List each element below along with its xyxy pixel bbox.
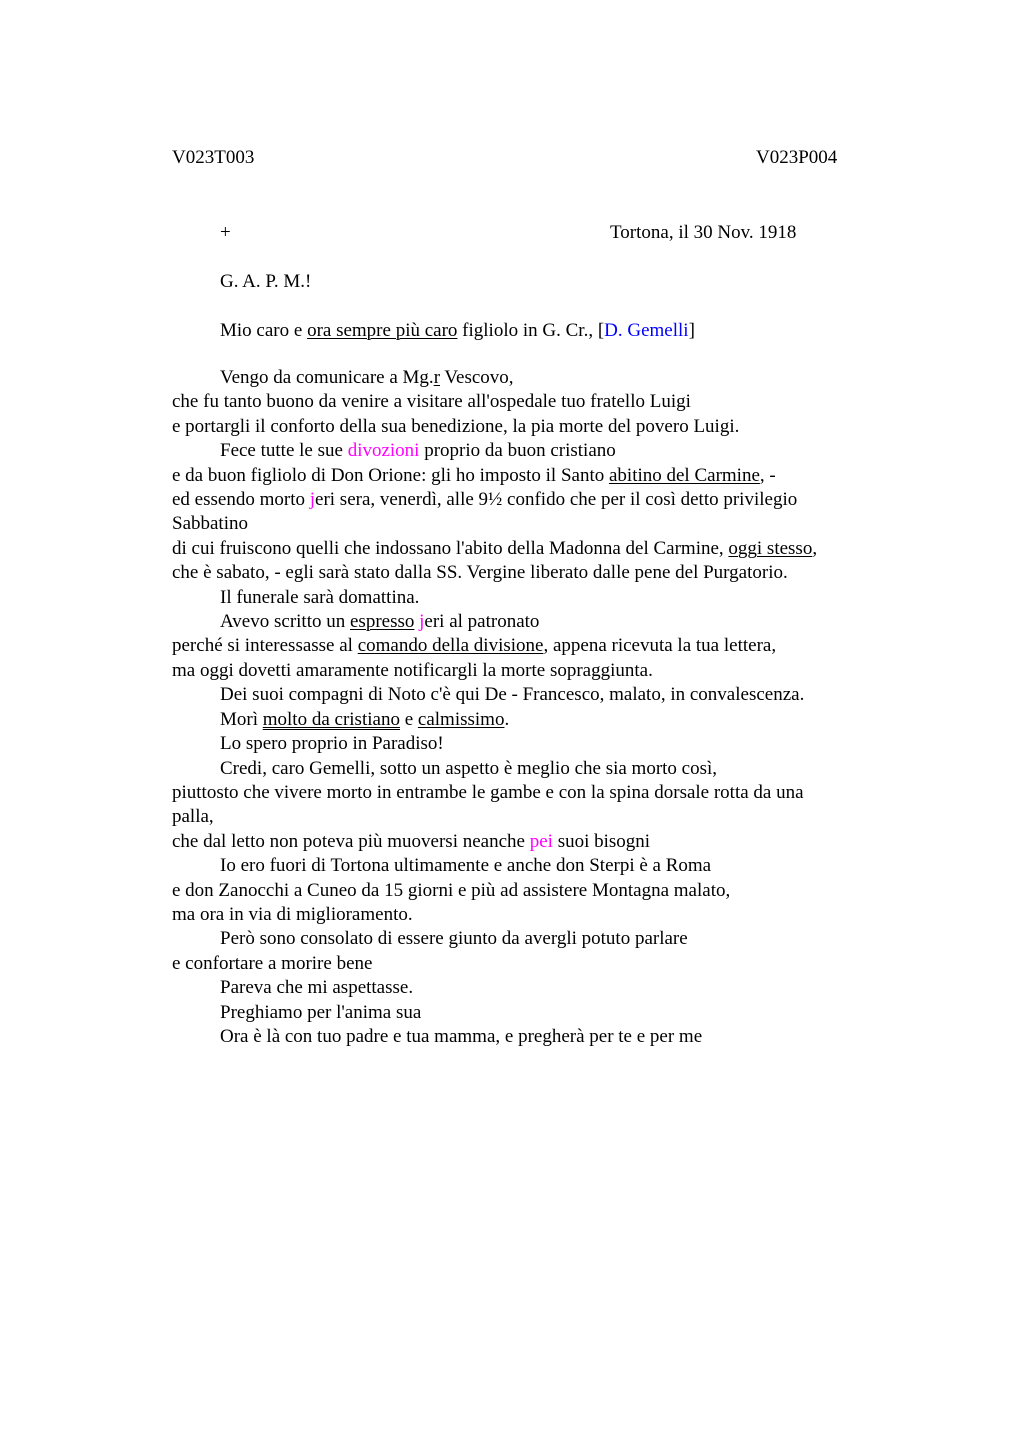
text-segment: , appena ricevuta la tua lettera, xyxy=(543,635,777,657)
body-line: e portargli il conforto della sua benedizione, la pia morte del povero Luigi. xyxy=(172,415,740,437)
body-line: che è sabato, - egli sarà stato dalla SS. Vergine liberato dalle pene del Purgatorio. xyxy=(172,562,788,584)
body-line: e don Zanocchi a Cuneo da 15 giorni e più ad assistere Montagna malato, xyxy=(172,879,731,901)
body-line xyxy=(172,488,892,512)
header-left-code: V023T003 xyxy=(172,147,255,168)
text-segment: proprio da buon cristiano xyxy=(419,440,616,462)
text-segment: perché si interessasse al xyxy=(172,635,358,657)
body-line xyxy=(172,610,892,634)
underlined-segment: abitino del Carmine xyxy=(608,464,760,486)
text-segment: Avevo scritto un xyxy=(220,611,350,633)
body-line: Lo spero proprio in Paradiso! xyxy=(220,733,444,755)
letter-date: Tortona, il 30 Nov. 1918 xyxy=(610,222,797,243)
highlighted-letter: j xyxy=(309,489,316,511)
text-segment: ed essendo morto xyxy=(172,489,310,511)
body-line: palla, xyxy=(172,806,214,828)
text-segment: e da buon figliolo di Don Orione: gli ho imposto il Santo xyxy=(172,464,609,486)
editorial-name: D. Gemelli xyxy=(604,320,689,341)
salutation-text: figliolo in G. Cr., [ xyxy=(457,320,605,341)
text-segment: Vescovo, xyxy=(440,367,514,388)
body-line xyxy=(172,366,892,390)
body-line: Ora è là con tuo padre e tua mamma, e pregherà per te e per me xyxy=(220,1025,703,1047)
body-line: Preghiamo per l'anima sua xyxy=(220,1001,422,1023)
cross-mark: + xyxy=(220,222,231,243)
underlined-segment: espresso xyxy=(350,611,415,633)
underlined-segment: calmissimo xyxy=(417,708,505,730)
text-segment: eri sera, venerdì, alle 9½ confido che per il così detto privilegio xyxy=(315,489,798,511)
highlighted-letter: j xyxy=(419,611,425,633)
body-line xyxy=(172,464,892,488)
text-segment: Fece tutte le sue xyxy=(220,440,348,462)
salutation-text: Mio caro e xyxy=(220,320,308,341)
body-line: Però sono consolato di essere giunto da avergli potuto parlare xyxy=(220,928,688,950)
text-segment: eri al patronato xyxy=(424,611,540,633)
body-line: Il funerale sarà domattina. xyxy=(220,586,420,608)
body-line: e confortare a morire bene xyxy=(172,952,373,974)
body-line: ma oggi dovetti amaramente notificargli la morte sopraggiunta. xyxy=(172,659,653,681)
salutation-underlined: ora sempre più caro xyxy=(307,320,458,341)
double-underlined-segment: molto da cristiano xyxy=(262,708,400,730)
text-segment: , xyxy=(812,537,818,559)
letter-body xyxy=(172,366,892,1049)
text-segment: Morì xyxy=(220,708,263,730)
highlighted-word: pei xyxy=(529,830,553,852)
underlined-segment: r xyxy=(433,367,441,388)
body-line: Credi, caro Gemelli, sotto un aspetto è meglio che sia morto così, xyxy=(220,757,718,779)
underlined-segment: oggi stesso xyxy=(728,537,813,559)
body-line: Io ero fuori di Tortona ultimamente e anche don Sterpi è a Roma xyxy=(220,855,712,877)
salutation-text: ] xyxy=(688,320,695,341)
body-line xyxy=(172,830,892,854)
body-line xyxy=(172,439,892,463)
header-right-code: V023P004 xyxy=(756,147,838,168)
text-segment: suoi bisogni xyxy=(552,830,651,852)
body-line xyxy=(172,537,892,561)
text-segment: . xyxy=(504,708,510,730)
highlighted-word: divozioni xyxy=(347,440,420,462)
body-line: Dei suoi compagni di Noto c'è qui De - Francesco, malato, in convalescenza. xyxy=(220,684,805,706)
body-line: Pareva che mi aspettasse. xyxy=(220,977,414,999)
text-segment: che dal letto non poteva più muoversi neanche xyxy=(172,830,530,852)
text-segment: Vengo da comunicare a Mg. xyxy=(220,367,434,388)
body-line: che fu tanto buono da venire a visitare all'ospedale tuo fratello Luigi xyxy=(172,391,691,413)
text-segment: e xyxy=(399,708,418,730)
text-segment: , - xyxy=(759,464,776,486)
body-line xyxy=(172,634,892,658)
salutation xyxy=(220,319,695,343)
text-segment: di cui fruiscono quelli che indossano l'abito della Madonna del Carmine, xyxy=(172,537,729,559)
body-line: piuttosto che vivere morto in entrambe le gambe e con la spina dorsale rotta da una xyxy=(172,781,804,803)
body-line xyxy=(172,708,892,732)
body-line: ma ora in via di miglioramento. xyxy=(172,903,413,925)
underlined-segment: comando della divisione xyxy=(357,635,544,657)
gapm-invocation: G. A. P. M.! xyxy=(220,271,312,292)
body-line: Sabbatino xyxy=(172,513,248,535)
